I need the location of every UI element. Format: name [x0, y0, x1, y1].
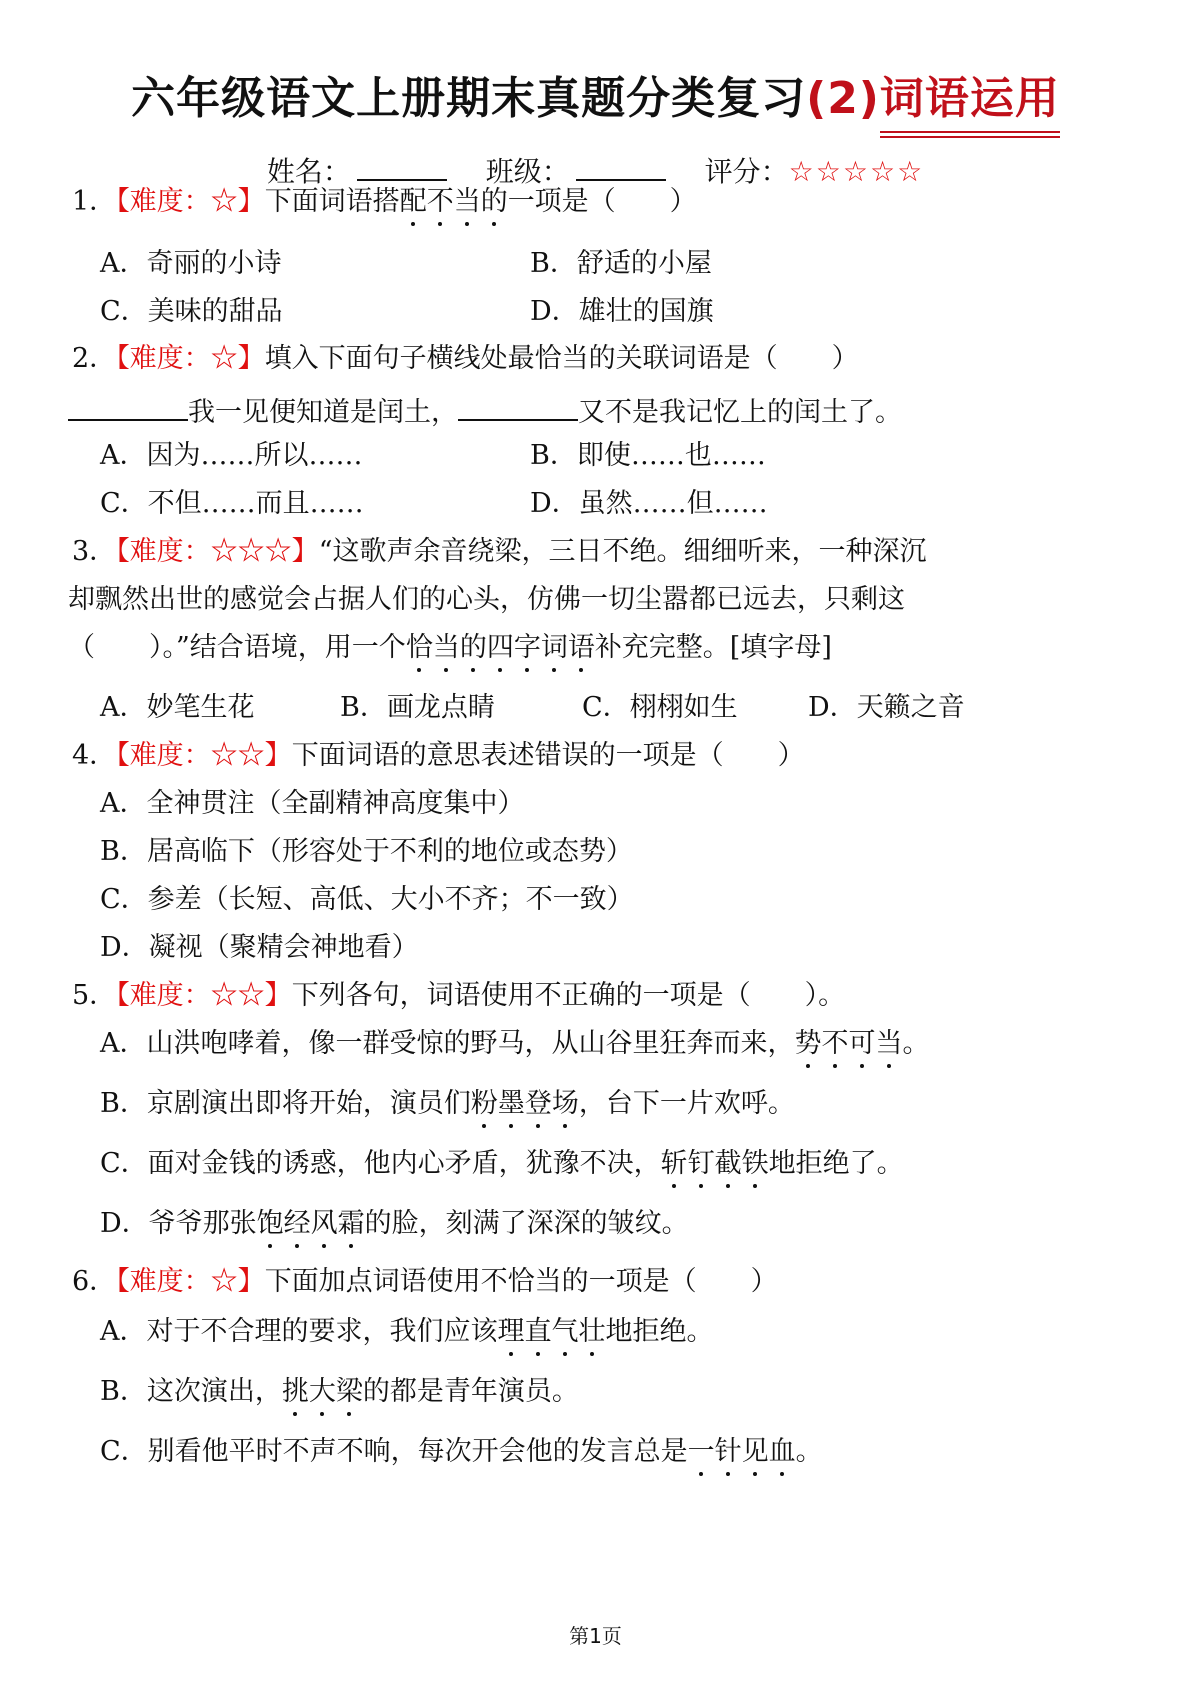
option-d[interactable]: D．雄壮的国旗 — [530, 296, 714, 327]
option-b[interactable] — [100, 1378, 579, 1405]
option-text: 地拒绝了。 — [768, 1148, 904, 1179]
title-main: 六年级语文上册期末真题分类复习 — [131, 73, 807, 124]
option-c[interactable] — [100, 1438, 823, 1465]
title-topic: 词语运用 — [880, 62, 1060, 126]
question-text: “这歌声余音绕梁，三日不绝。细细听来，一种深沉 — [318, 536, 927, 567]
option-a[interactable]: A．因为……所以…… — [100, 440, 363, 471]
dotted-word: 壮 — [578, 1316, 606, 1347]
option-text: ，台下一片欢呼。 — [578, 1088, 795, 1119]
option-text: 的都是青年演员。 — [362, 1376, 579, 1407]
option-b[interactable]: B．即使……也…… — [530, 440, 766, 471]
score-stars: ☆☆☆☆☆ — [788, 155, 925, 188]
difficulty-badge: 【难度：☆☆】 — [116, 740, 292, 771]
question-2 — [72, 345, 859, 372]
option-a[interactable]: A．全神贯注（全副精神高度集中） — [100, 788, 525, 819]
page-title — [0, 62, 1191, 126]
dotted-word: 经 — [283, 1208, 311, 1239]
student-info — [0, 150, 1191, 190]
option-text: A．对于不合理的要求，我们应该 — [100, 1316, 498, 1347]
option-text: 。 — [902, 1028, 930, 1059]
class-label: 班级： — [485, 155, 570, 188]
dotted-word: 梁 — [335, 1376, 363, 1407]
dotted-word: 针 — [714, 1436, 742, 1467]
option-text: D．爷爷那张 — [100, 1208, 257, 1239]
dotted-word: 可 — [848, 1028, 876, 1059]
page-number: 第1页 — [569, 1624, 622, 1648]
dotted-word: 场 — [551, 1088, 579, 1119]
question-stem: 下面词语的意思表述错误的一项是（ ） — [291, 740, 805, 771]
question-text: 补充完整。[填字母] — [594, 632, 832, 663]
dotted-word: 见 — [741, 1436, 769, 1467]
dotted-word: 饱 — [256, 1208, 284, 1239]
difficulty-badge: 【难度：☆】 — [116, 1266, 265, 1297]
title-number: (2) — [806, 73, 880, 124]
question-number: 3． — [72, 536, 117, 567]
difficulty-badge: 【难度：☆☆☆】 — [116, 536, 319, 567]
option-c[interactable]: C．栩栩如生 — [582, 692, 738, 723]
option-c[interactable]: C．不但……而且…… — [100, 488, 364, 519]
question-3-line3 — [68, 634, 832, 661]
name-field[interactable] — [357, 155, 447, 181]
dotted-word: 当 — [875, 1028, 903, 1059]
dotted-word: 血 — [768, 1436, 796, 1467]
dotted-word: 不 — [821, 1028, 849, 1059]
question-3-line2: 却飘然出世的感觉会占据人们的心头，仿佛一切尘嚣都已远去，只剩这 — [68, 584, 905, 615]
dotted-word: 风 — [310, 1208, 338, 1239]
question-number: 5． — [72, 980, 117, 1011]
question-stem: 下面加点词语使用不恰当的一项是（ ） — [264, 1266, 778, 1297]
dotted-word: 气 — [551, 1316, 579, 1347]
option-text: A．山洪咆哮着，像一群受惊的野马，从山谷里狂奔而来， — [100, 1028, 795, 1059]
fill-sentence — [68, 395, 902, 426]
question-stem: 下列各句，词语使用不正确的一项是（ ）。 — [291, 980, 846, 1011]
dotted-word: 斩 — [660, 1148, 688, 1179]
dotted-word: 粉 — [470, 1088, 498, 1119]
option-text: 。 — [795, 1436, 823, 1467]
dotted-word: 登 — [524, 1088, 552, 1119]
option-a[interactable]: A．妙笔生花 — [100, 692, 255, 723]
question-3 — [72, 538, 927, 565]
option-b[interactable]: B．居高临下（形容处于不利的地位或态势） — [100, 836, 633, 867]
option-c[interactable]: C．美味的甜品 — [100, 296, 283, 327]
dotted-word: 理 — [497, 1316, 525, 1347]
option-d[interactable]: D．天籁之音 — [808, 692, 965, 723]
class-field[interactable] — [576, 155, 666, 181]
option-b[interactable]: B．舒适的小屋 — [530, 248, 712, 279]
blank-1[interactable] — [68, 395, 188, 421]
sentence-part: 又不是我记忆上的闰土了。 — [578, 397, 902, 428]
question-1 — [72, 188, 697, 215]
question-stem: 填入下面句子横线处最恰当的关联词语是（ ） — [264, 343, 859, 374]
dotted-word: 一 — [687, 1436, 715, 1467]
dotted-word: 霜 — [337, 1208, 365, 1239]
option-d[interactable] — [100, 1210, 689, 1237]
question-number: 4． — [72, 740, 117, 771]
question-text: （ ）。”结合语境，用一个 — [68, 632, 406, 663]
option-text: B．这次演出， — [100, 1376, 282, 1407]
dotted-word: 墨 — [497, 1088, 525, 1119]
option-b[interactable] — [100, 1090, 795, 1117]
option-text: C．面对金钱的诱惑，他内心矛盾，犹豫不决， — [100, 1148, 661, 1179]
dotted-word: 钉 — [687, 1148, 715, 1179]
option-a[interactable] — [100, 1318, 714, 1345]
dotted-word: 截 — [714, 1148, 742, 1179]
question-number: 2． — [72, 343, 117, 374]
blank-2[interactable] — [458, 395, 578, 421]
option-a[interactable]: A．奇丽的小诗 — [100, 248, 282, 279]
question-number: 6． — [72, 1266, 117, 1297]
dotted-word: 直 — [524, 1316, 552, 1347]
dotted-text: 恰当的四字词语 — [405, 632, 595, 663]
question-number: 1． — [72, 186, 117, 217]
score-label: 评分： — [704, 155, 789, 188]
question-6 — [72, 1268, 778, 1295]
option-c[interactable] — [100, 1150, 904, 1177]
difficulty-badge: 【难度：☆☆】 — [116, 980, 292, 1011]
dotted-word: 势 — [794, 1028, 822, 1059]
option-text: C．别看他平时不声不响，每次开会他的发言总是 — [100, 1436, 688, 1467]
difficulty-badge: 【难度：☆】 — [116, 343, 265, 374]
question-stem: 下面词语搭配不当的一项是（ ） — [264, 186, 697, 217]
option-c[interactable]: C．参差（长短、高低、大小不齐；不一致） — [100, 884, 634, 915]
sentence-part: 我一见便知道是闰土， — [188, 397, 458, 428]
option-text: 地拒绝。 — [605, 1316, 714, 1347]
option-a[interactable] — [100, 1030, 930, 1057]
dotted-word: 大 — [308, 1376, 336, 1407]
option-d[interactable]: D．虽然……但…… — [530, 488, 768, 519]
name-label: 姓名： — [266, 155, 351, 188]
option-text: 的脸，刻满了深深的皱纹。 — [364, 1208, 689, 1239]
question-4 — [72, 742, 805, 769]
difficulty-badge: 【难度：☆】 — [116, 186, 265, 217]
question-5 — [72, 982, 845, 1009]
dotted-word: 铁 — [741, 1148, 769, 1179]
option-text: B．京剧演出即将开始，演员们 — [100, 1088, 471, 1119]
option-b[interactable]: B．画龙点睛 — [340, 692, 495, 723]
dotted-word: 挑 — [281, 1376, 309, 1407]
option-d[interactable]: D．凝视（聚精会神地看） — [100, 932, 419, 963]
